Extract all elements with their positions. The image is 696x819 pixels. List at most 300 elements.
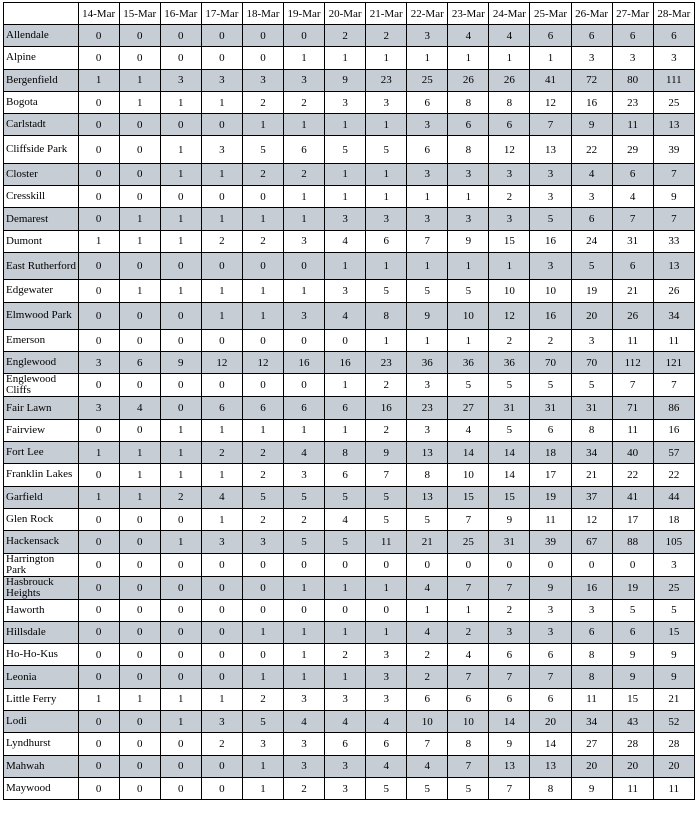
table-cell: 6 [530, 644, 571, 666]
table-cell: 16 [530, 230, 571, 252]
table-cell: 14 [530, 733, 571, 755]
row-label: Demarest [4, 208, 79, 230]
table-row [4, 442, 695, 464]
table-cell: 12 [571, 508, 612, 530]
table-cell: 0 [242, 374, 283, 397]
table-cell: 1 [448, 329, 489, 351]
table-cell: 6 [489, 114, 530, 136]
table-cell: 8 [407, 464, 448, 486]
table-cell: 3 [284, 733, 325, 755]
table-cell: 1 [160, 208, 201, 230]
table-cell: 0 [78, 464, 119, 486]
table-cell: 9 [325, 69, 366, 91]
table-cell: 3 [284, 230, 325, 252]
table-cell: 34 [653, 302, 694, 329]
table-cell: 31 [612, 230, 653, 252]
table-cell: 11 [653, 329, 694, 351]
table-cell: 11 [366, 531, 407, 553]
table-cell: 2 [201, 442, 242, 464]
table-cell: 5 [284, 531, 325, 553]
row-label: Leonia [4, 666, 79, 688]
table-cell: 16 [530, 302, 571, 329]
table-row [4, 599, 695, 621]
column-header: 19-Mar [284, 3, 325, 25]
table-row [4, 777, 695, 799]
table-cell: 1 [119, 230, 160, 252]
column-header: 21-Mar [366, 3, 407, 25]
row-label: Bogota [4, 91, 79, 113]
table-cell: 9 [160, 352, 201, 374]
table-cell: 9 [653, 644, 694, 666]
table-cell: 0 [160, 397, 201, 419]
table-cell: 21 [653, 688, 694, 710]
table-cell: 0 [242, 329, 283, 351]
table-cell: 3 [284, 69, 325, 91]
table-cell: 0 [78, 599, 119, 621]
row-label: Lyndhurst [4, 733, 79, 755]
table-row [4, 531, 695, 553]
table-cell: 0 [242, 576, 283, 599]
table-cell: 33 [653, 230, 694, 252]
table-cell: 1 [407, 599, 448, 621]
table-cell: 1 [160, 91, 201, 113]
table-row [4, 25, 695, 47]
table-cell: 3 [201, 711, 242, 733]
table-cell: 3 [407, 208, 448, 230]
table-cell: 24 [571, 230, 612, 252]
table-row [4, 230, 695, 252]
header-corner-cell [4, 3, 79, 25]
table-cell: 36 [489, 352, 530, 374]
table-cell: 0 [78, 25, 119, 47]
table-cell: 2 [366, 25, 407, 47]
table-cell: 1 [201, 280, 242, 302]
table-cell: 6 [242, 397, 283, 419]
table-cell: 1 [407, 47, 448, 69]
table-cell: 111 [653, 69, 694, 91]
table-cell: 0 [119, 599, 160, 621]
table-cell: 28 [653, 733, 694, 755]
table-cell: 3 [242, 69, 283, 91]
row-label: Harrington Park [4, 553, 79, 576]
table-cell: 112 [612, 352, 653, 374]
table-cell: 3 [571, 47, 612, 69]
table-row [4, 755, 695, 777]
table-cell: 1 [325, 576, 366, 599]
table-cell: 6 [653, 25, 694, 47]
table-cell: 0 [242, 553, 283, 576]
table-cell: 2 [284, 508, 325, 530]
table-row [4, 186, 695, 208]
table-cell: 19 [571, 280, 612, 302]
table-cell: 3 [325, 777, 366, 799]
table-cell: 5 [448, 777, 489, 799]
table-cell: 0 [160, 576, 201, 599]
table-cell: 1 [284, 280, 325, 302]
table-cell: 0 [201, 755, 242, 777]
table-cell: 3 [407, 374, 448, 397]
table-cell: 1 [407, 186, 448, 208]
table-cell: 3 [571, 186, 612, 208]
table-cell: 1 [366, 252, 407, 279]
table-cell: 0 [201, 621, 242, 643]
table-cell: 3 [653, 47, 694, 69]
table-cell: 0 [201, 25, 242, 47]
table-cell: 4 [448, 644, 489, 666]
table-cell: 12 [242, 352, 283, 374]
table-cell: 1 [489, 252, 530, 279]
table-cell: 5 [366, 777, 407, 799]
table-cell: 9 [612, 644, 653, 666]
table-cell: 1 [448, 186, 489, 208]
table-cell: 0 [201, 553, 242, 576]
table-cell: 2 [242, 163, 283, 185]
table-cell: 25 [653, 576, 694, 599]
table-cell: 2 [284, 163, 325, 185]
table-cell: 0 [571, 553, 612, 576]
table-cell: 2 [284, 91, 325, 113]
table-cell: 25 [448, 531, 489, 553]
table-cell: 13 [653, 252, 694, 279]
table-cell: 0 [407, 553, 448, 576]
header-row [4, 3, 695, 25]
table-cell: 40 [612, 442, 653, 464]
table-cell: 7 [653, 374, 694, 397]
table-cell: 7 [653, 163, 694, 185]
row-label: Englewood [4, 352, 79, 374]
row-label: Englewood Cliffs [4, 374, 79, 397]
table-cell: 0 [78, 508, 119, 530]
table-cell: 2 [366, 374, 407, 397]
table-row [4, 329, 695, 351]
table-cell: 0 [448, 553, 489, 576]
table-cell: 1 [78, 230, 119, 252]
table-cell: 3 [366, 208, 407, 230]
table-cell: 6 [284, 397, 325, 419]
table-cell: 1 [325, 47, 366, 69]
table-cell: 6 [612, 25, 653, 47]
table-cell: 20 [612, 755, 653, 777]
table-cell: 4 [407, 755, 448, 777]
table-cell: 8 [448, 733, 489, 755]
column-header: 24-Mar [489, 3, 530, 25]
table-cell: 0 [284, 599, 325, 621]
table-cell: 2 [325, 25, 366, 47]
table-cell: 2 [242, 91, 283, 113]
table-cell: 8 [325, 442, 366, 464]
row-label: Closter [4, 163, 79, 185]
table-cell: 5 [366, 508, 407, 530]
table-cell: 3 [366, 644, 407, 666]
table-cell: 18 [653, 508, 694, 530]
column-header: 20-Mar [325, 3, 366, 25]
table-cell: 5 [489, 419, 530, 441]
table-cell: 22 [612, 464, 653, 486]
table-cell: 0 [78, 711, 119, 733]
table-cell: 1 [448, 252, 489, 279]
table-cell: 1 [201, 208, 242, 230]
table-cell: 0 [284, 374, 325, 397]
table-cell: 0 [201, 599, 242, 621]
table-cell: 1 [78, 442, 119, 464]
table-cell: 1 [160, 688, 201, 710]
table-row [4, 114, 695, 136]
table-cell: 12 [530, 91, 571, 113]
table-cell: 2 [201, 733, 242, 755]
table-cell: 4 [201, 486, 242, 508]
table-cell: 3 [407, 114, 448, 136]
table-cell: 39 [530, 531, 571, 553]
table-cell: 3 [325, 91, 366, 113]
table-cell: 13 [530, 755, 571, 777]
table-cell: 0 [160, 25, 201, 47]
table-row [4, 47, 695, 69]
table-cell: 57 [653, 442, 694, 464]
table-cell: 0 [78, 252, 119, 279]
table-cell: 28 [612, 733, 653, 755]
table-cell: 36 [448, 352, 489, 374]
table-cell: 0 [201, 329, 242, 351]
table-cell: 3 [201, 69, 242, 91]
table-row [4, 419, 695, 441]
table-cell: 3 [201, 531, 242, 553]
table-cell: 3 [284, 755, 325, 777]
table-cell: 4 [325, 230, 366, 252]
table-cell: 4 [119, 397, 160, 419]
table-cell: 2 [160, 486, 201, 508]
table-cell: 21 [571, 464, 612, 486]
table-cell: 17 [612, 508, 653, 530]
table-cell: 6 [325, 397, 366, 419]
table-cell: 0 [119, 644, 160, 666]
table-cell: 0 [119, 733, 160, 755]
table-cell: 2 [242, 688, 283, 710]
table-cell: 14 [489, 464, 530, 486]
table-cell: 0 [78, 666, 119, 688]
table-cell: 6 [325, 733, 366, 755]
table-cell: 0 [160, 302, 201, 329]
table-cell: 20 [571, 755, 612, 777]
table-row [4, 91, 695, 113]
table-cell: 1 [242, 666, 283, 688]
table-cell: 1 [284, 419, 325, 441]
table-cell: 7 [448, 755, 489, 777]
table-cell: 3 [284, 464, 325, 486]
table-cell: 1 [242, 419, 283, 441]
table-cell: 8 [489, 91, 530, 113]
table-cell: 3 [530, 163, 571, 185]
table-cell: 5 [366, 486, 407, 508]
table-cell: 6 [119, 352, 160, 374]
table-cell: 1 [366, 163, 407, 185]
table-cell: 86 [653, 397, 694, 419]
table-cell: 1 [119, 442, 160, 464]
table-cell: 0 [78, 374, 119, 397]
table-cell: 0 [119, 329, 160, 351]
table-cell: 11 [612, 114, 653, 136]
table-cell: 2 [366, 419, 407, 441]
table-cell: 9 [653, 186, 694, 208]
table-cell: 1 [284, 47, 325, 69]
table-cell: 5 [325, 136, 366, 163]
table-cell: 12 [489, 302, 530, 329]
table-cell: 18 [530, 442, 571, 464]
table-cell: 6 [530, 419, 571, 441]
table-cell: 6 [325, 464, 366, 486]
table-cell: 0 [201, 576, 242, 599]
table-cell: 3 [78, 352, 119, 374]
table-cell: 1 [325, 252, 366, 279]
table-cell: 0 [201, 644, 242, 666]
table-cell: 0 [366, 553, 407, 576]
table-row [4, 280, 695, 302]
table-cell: 3 [530, 621, 571, 643]
municipality-case-table [3, 2, 695, 800]
table-cell: 7 [366, 464, 407, 486]
table-cell: 0 [160, 621, 201, 643]
table-cell: 2 [242, 508, 283, 530]
table-cell: 1 [366, 47, 407, 69]
table-cell: 2 [489, 186, 530, 208]
table-cell: 1 [119, 486, 160, 508]
table-cell: 1 [284, 576, 325, 599]
table-cell: 10 [530, 280, 571, 302]
table-cell: 12 [489, 136, 530, 163]
row-label: Maywood [4, 777, 79, 799]
table-cell: 6 [489, 644, 530, 666]
table-cell: 22 [571, 136, 612, 163]
table-cell: 8 [571, 666, 612, 688]
row-label: Hasbrouck Heights [4, 576, 79, 599]
table-cell: 1 [78, 688, 119, 710]
row-label: Hillsdale [4, 621, 79, 643]
table-cell: 11 [612, 419, 653, 441]
table-cell: 6 [366, 733, 407, 755]
table-cell: 1 [160, 419, 201, 441]
table-cell: 3 [407, 419, 448, 441]
table-cell: 3 [407, 163, 448, 185]
table-cell: 4 [407, 576, 448, 599]
table-cell: 7 [530, 666, 571, 688]
table-cell: 21 [407, 531, 448, 553]
table-cell: 0 [119, 755, 160, 777]
table-cell: 14 [489, 442, 530, 464]
table-cell: 3 [530, 599, 571, 621]
table-cell: 6 [571, 25, 612, 47]
table-cell: 3 [448, 163, 489, 185]
table-cell: 20 [653, 755, 694, 777]
table-cell: 1 [160, 280, 201, 302]
table-cell: 2 [489, 329, 530, 351]
table-cell: 1 [448, 47, 489, 69]
row-label: Fair Lawn [4, 397, 79, 419]
column-header: 15-Mar [119, 3, 160, 25]
table-cell: 27 [571, 733, 612, 755]
table-cell: 0 [78, 733, 119, 755]
table-cell: 4 [407, 621, 448, 643]
table-cell: 0 [160, 553, 201, 576]
table-cell: 0 [78, 621, 119, 643]
table-cell: 0 [119, 711, 160, 733]
table-cell: 72 [571, 69, 612, 91]
table-cell: 0 [119, 621, 160, 643]
table-cell: 7 [407, 733, 448, 755]
table-cell: 5 [366, 136, 407, 163]
table-cell: 19 [530, 486, 571, 508]
table-cell: 2 [448, 621, 489, 643]
table-cell: 6 [571, 208, 612, 230]
row-label: Franklin Lakes [4, 464, 79, 486]
table-cell: 0 [242, 644, 283, 666]
table-cell: 26 [489, 69, 530, 91]
table-cell: 0 [160, 329, 201, 351]
table-row [4, 69, 695, 91]
table-cell: 11 [612, 777, 653, 799]
table-cell: 10 [448, 711, 489, 733]
table-cell: 1 [366, 621, 407, 643]
table-cell: 44 [653, 486, 694, 508]
table-cell: 3 [284, 688, 325, 710]
table-cell: 16 [366, 397, 407, 419]
table-cell: 4 [325, 508, 366, 530]
table-cell: 1 [160, 464, 201, 486]
row-label: Bergenfield [4, 69, 79, 91]
table-cell: 6 [612, 163, 653, 185]
table-cell: 0 [78, 644, 119, 666]
table-cell: 0 [78, 280, 119, 302]
table-cell: 1 [284, 186, 325, 208]
table-cell: 0 [201, 252, 242, 279]
table-cell: 5 [325, 486, 366, 508]
table-cell: 26 [448, 69, 489, 91]
table-row [4, 576, 695, 599]
table-cell: 14 [489, 711, 530, 733]
column-header: 27-Mar [612, 3, 653, 25]
table-cell: 0 [78, 329, 119, 351]
table-cell: 6 [407, 136, 448, 163]
table-cell: 0 [119, 553, 160, 576]
table-cell: 1 [119, 280, 160, 302]
table-cell: 1 [284, 666, 325, 688]
table-cell: 1 [201, 91, 242, 113]
table-cell: 1 [407, 252, 448, 279]
table-cell: 1 [325, 419, 366, 441]
table-cell: 0 [119, 419, 160, 441]
table-cell: 4 [366, 755, 407, 777]
table-cell: 1 [325, 163, 366, 185]
table-cell: 3 [242, 531, 283, 553]
table-cell: 80 [612, 69, 653, 91]
table-cell: 16 [571, 91, 612, 113]
table-cell: 0 [160, 374, 201, 397]
row-label: Elmwood Park [4, 302, 79, 329]
table-cell: 5 [571, 374, 612, 397]
table-cell: 1 [201, 163, 242, 185]
table-cell: 5 [653, 599, 694, 621]
table-cell: 5 [242, 711, 283, 733]
table-cell: 17 [530, 464, 571, 486]
table-cell: 1 [242, 114, 283, 136]
table-cell: 5 [284, 486, 325, 508]
table-cell: 5 [325, 531, 366, 553]
table-cell: 0 [160, 755, 201, 777]
table-cell: 3 [448, 208, 489, 230]
table-cell: 2 [242, 464, 283, 486]
table-cell: 7 [612, 374, 653, 397]
table-cell: 3 [489, 208, 530, 230]
table-cell: 70 [571, 352, 612, 374]
table-cell: 37 [571, 486, 612, 508]
